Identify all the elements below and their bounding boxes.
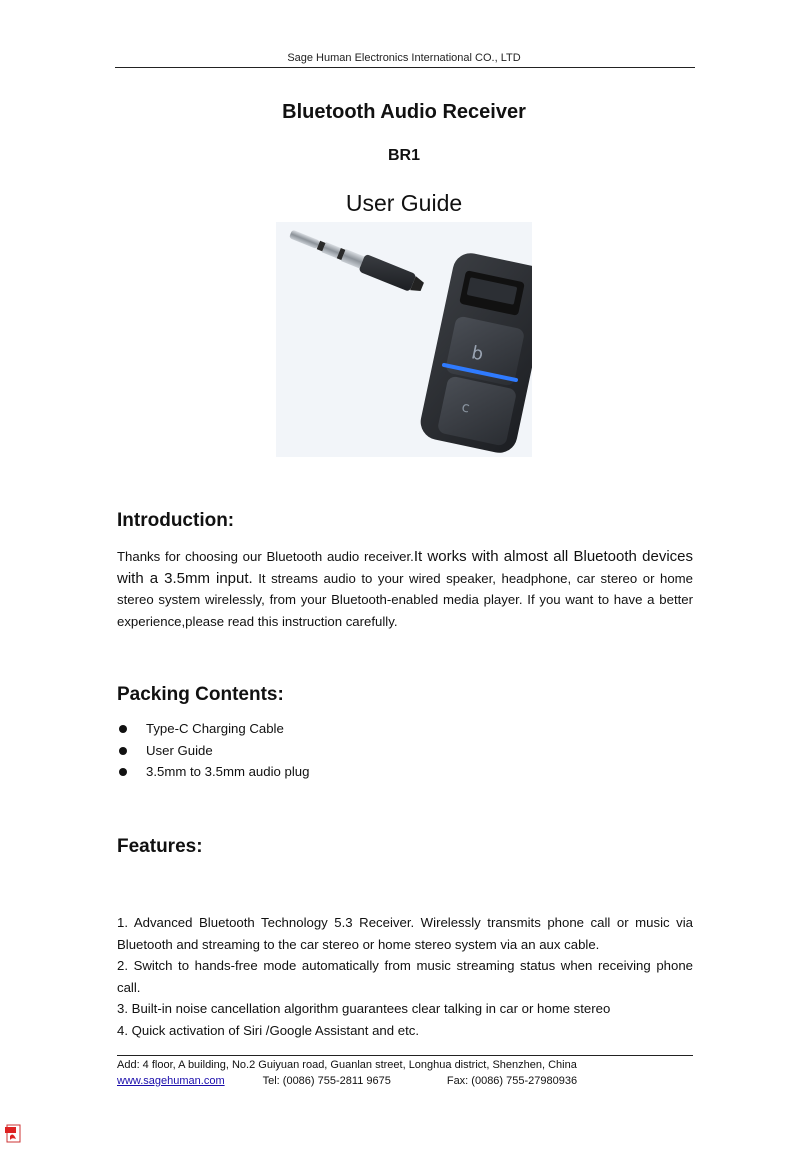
packing-list (117, 718, 309, 783)
footer-rule (117, 1055, 693, 1056)
feature-item: 4. Quick activation of Siri /Google Assistant and etc. (117, 1022, 419, 1038)
packing-heading: Packing Contents: (117, 684, 284, 705)
intro-part-3: It streams audio to your wired speaker, headphone, car stereo or home stereo system wirelessly, from your Bluetooth-enabled media player. If you want to have a better experience,please read this instruction carefully. (117, 570, 693, 629)
product-illustration (276, 222, 532, 457)
intro-part-1: Thanks for choosing our Bluetooth audio receiver. (117, 549, 414, 564)
website-link[interactable]: www.sagehuman.com (117, 1075, 225, 1087)
intro-paragraph (117, 546, 693, 632)
pdf-file-icon (4, 1124, 26, 1144)
bullet-icon (119, 747, 127, 755)
footer-address: Add: 4 floor, A building, No.2 Guiyuan road, Guanlan street, Longhua district, Shenzhen, China (117, 1059, 577, 1071)
intro-part-2: It works with almost all Bluetooth devices with a 3.5mm input. (117, 548, 693, 587)
features-list (117, 912, 693, 1041)
list-item: User Guide (117, 740, 309, 762)
header-company: Sage Human Electronics International CO., LTD (287, 52, 521, 64)
feature-item: 2. Switch to hands-free mode automatically from music streaming status when receiving phone call. (117, 958, 693, 995)
guide-title: User Guide (345, 190, 463, 216)
product-photo (276, 222, 532, 457)
pair-glyph: b (469, 342, 486, 366)
header-rule (115, 67, 695, 68)
bullet-icon (119, 725, 127, 733)
feature-item: 1. Advanced Bluetooth Technology 5.3 Receiver. Wirelessly transmits phone call or music via Bluetooth and streaming to the car stereo or home stereo system via an aux cable. (117, 915, 693, 952)
list-item: 3.5mm to 3.5mm audio plug (117, 761, 309, 783)
audio-plug-icon (287, 225, 426, 296)
call-glyph: c (460, 399, 472, 417)
feature-item: 3. Built-in noise cancellation algorithm guarantees clear talking in car or home stereo (117, 1001, 611, 1016)
receiver-device-icon (417, 250, 532, 456)
intro-heading: Introduction: (117, 510, 235, 531)
bullet-icon (119, 768, 127, 776)
list-item: Type-C Charging Cable (117, 718, 309, 740)
model-number: BR1 (387, 147, 420, 164)
footer-fax: Fax: (0086) 755-27980936 (446, 1075, 578, 1087)
footer-contact (117, 1075, 577, 1087)
features-heading: Features: (117, 836, 203, 857)
footer-tel: Tel: (0086) 755-2811 9675 (262, 1075, 391, 1087)
product-title: Bluetooth Audio Receiver (282, 101, 526, 123)
